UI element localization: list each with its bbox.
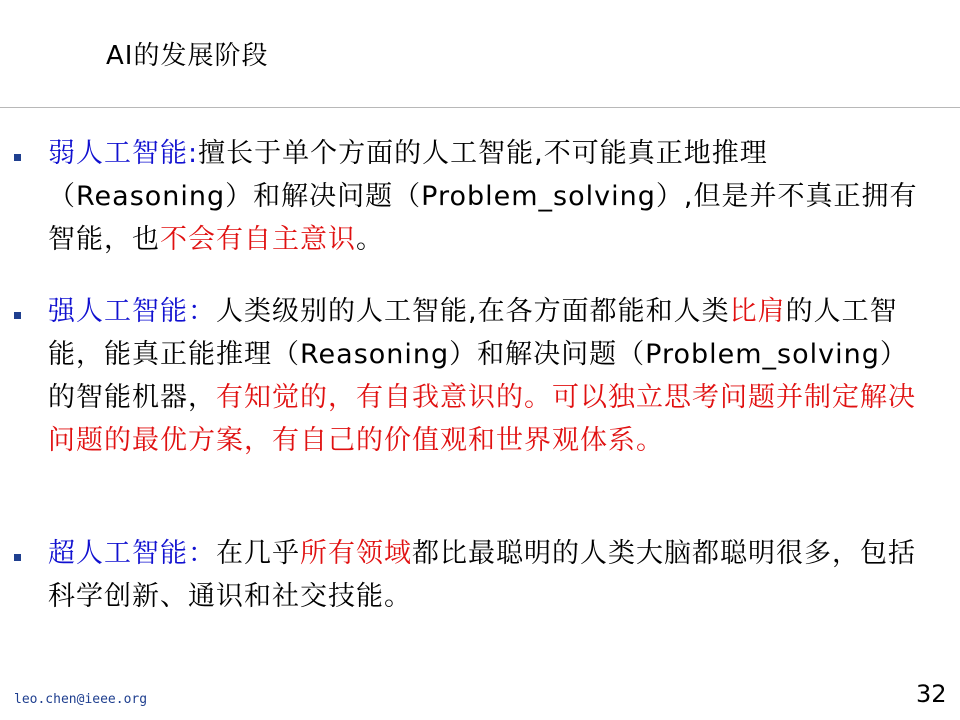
- bullet-marker-icon: [14, 554, 21, 561]
- bullet-highlight: 所有领域: [300, 538, 412, 569]
- bullet-segment: 。: [356, 224, 384, 255]
- bullet-text: [48, 132, 928, 261]
- bullet-marker-icon: [14, 312, 21, 319]
- footer-email: leo.chen@ieee.org: [14, 692, 148, 707]
- bullet-highlight: 有知觉的，有自我意识的。可以独立思考问题并制定解决问题的最优方案，有自己的价值观和世界观体系。: [48, 382, 916, 456]
- bullet-segment: 擅长于单个方面的人工智能,不可能真正地推理（Reasoning）和解决问题（Problem_solving）,但是并不真正拥有智能，也: [48, 138, 918, 255]
- bullet-segment: 都比最聪明的人类大脑都聪明很多，包括科学创新、通识和社交技能。: [48, 538, 916, 612]
- bullet-segment: 的人工智能，能真正能推理（Reasoning）和解决问题（Problem_solving）的智能机器，: [48, 296, 908, 413]
- bullet-term: 强人工智能：: [48, 296, 216, 327]
- bullet-term: 弱人工智能:: [48, 138, 199, 169]
- bullet-term: 超人工智能：: [48, 538, 216, 569]
- bullet-segment: 在几乎: [216, 538, 300, 569]
- bullet-marker-icon: [14, 154, 21, 161]
- slide-title: AI的发展阶段: [106, 41, 269, 71]
- title-divider: [0, 107, 960, 108]
- page-number: 32: [916, 680, 947, 708]
- bullet-text: [48, 290, 928, 462]
- bullet-highlight: 比肩: [729, 296, 786, 327]
- bullet-text: [48, 532, 928, 618]
- bullet-highlight: 不会有自主意识: [160, 224, 356, 255]
- bullet-segment: 人类级别的人工智能,在各方面都能和人类: [216, 296, 730, 327]
